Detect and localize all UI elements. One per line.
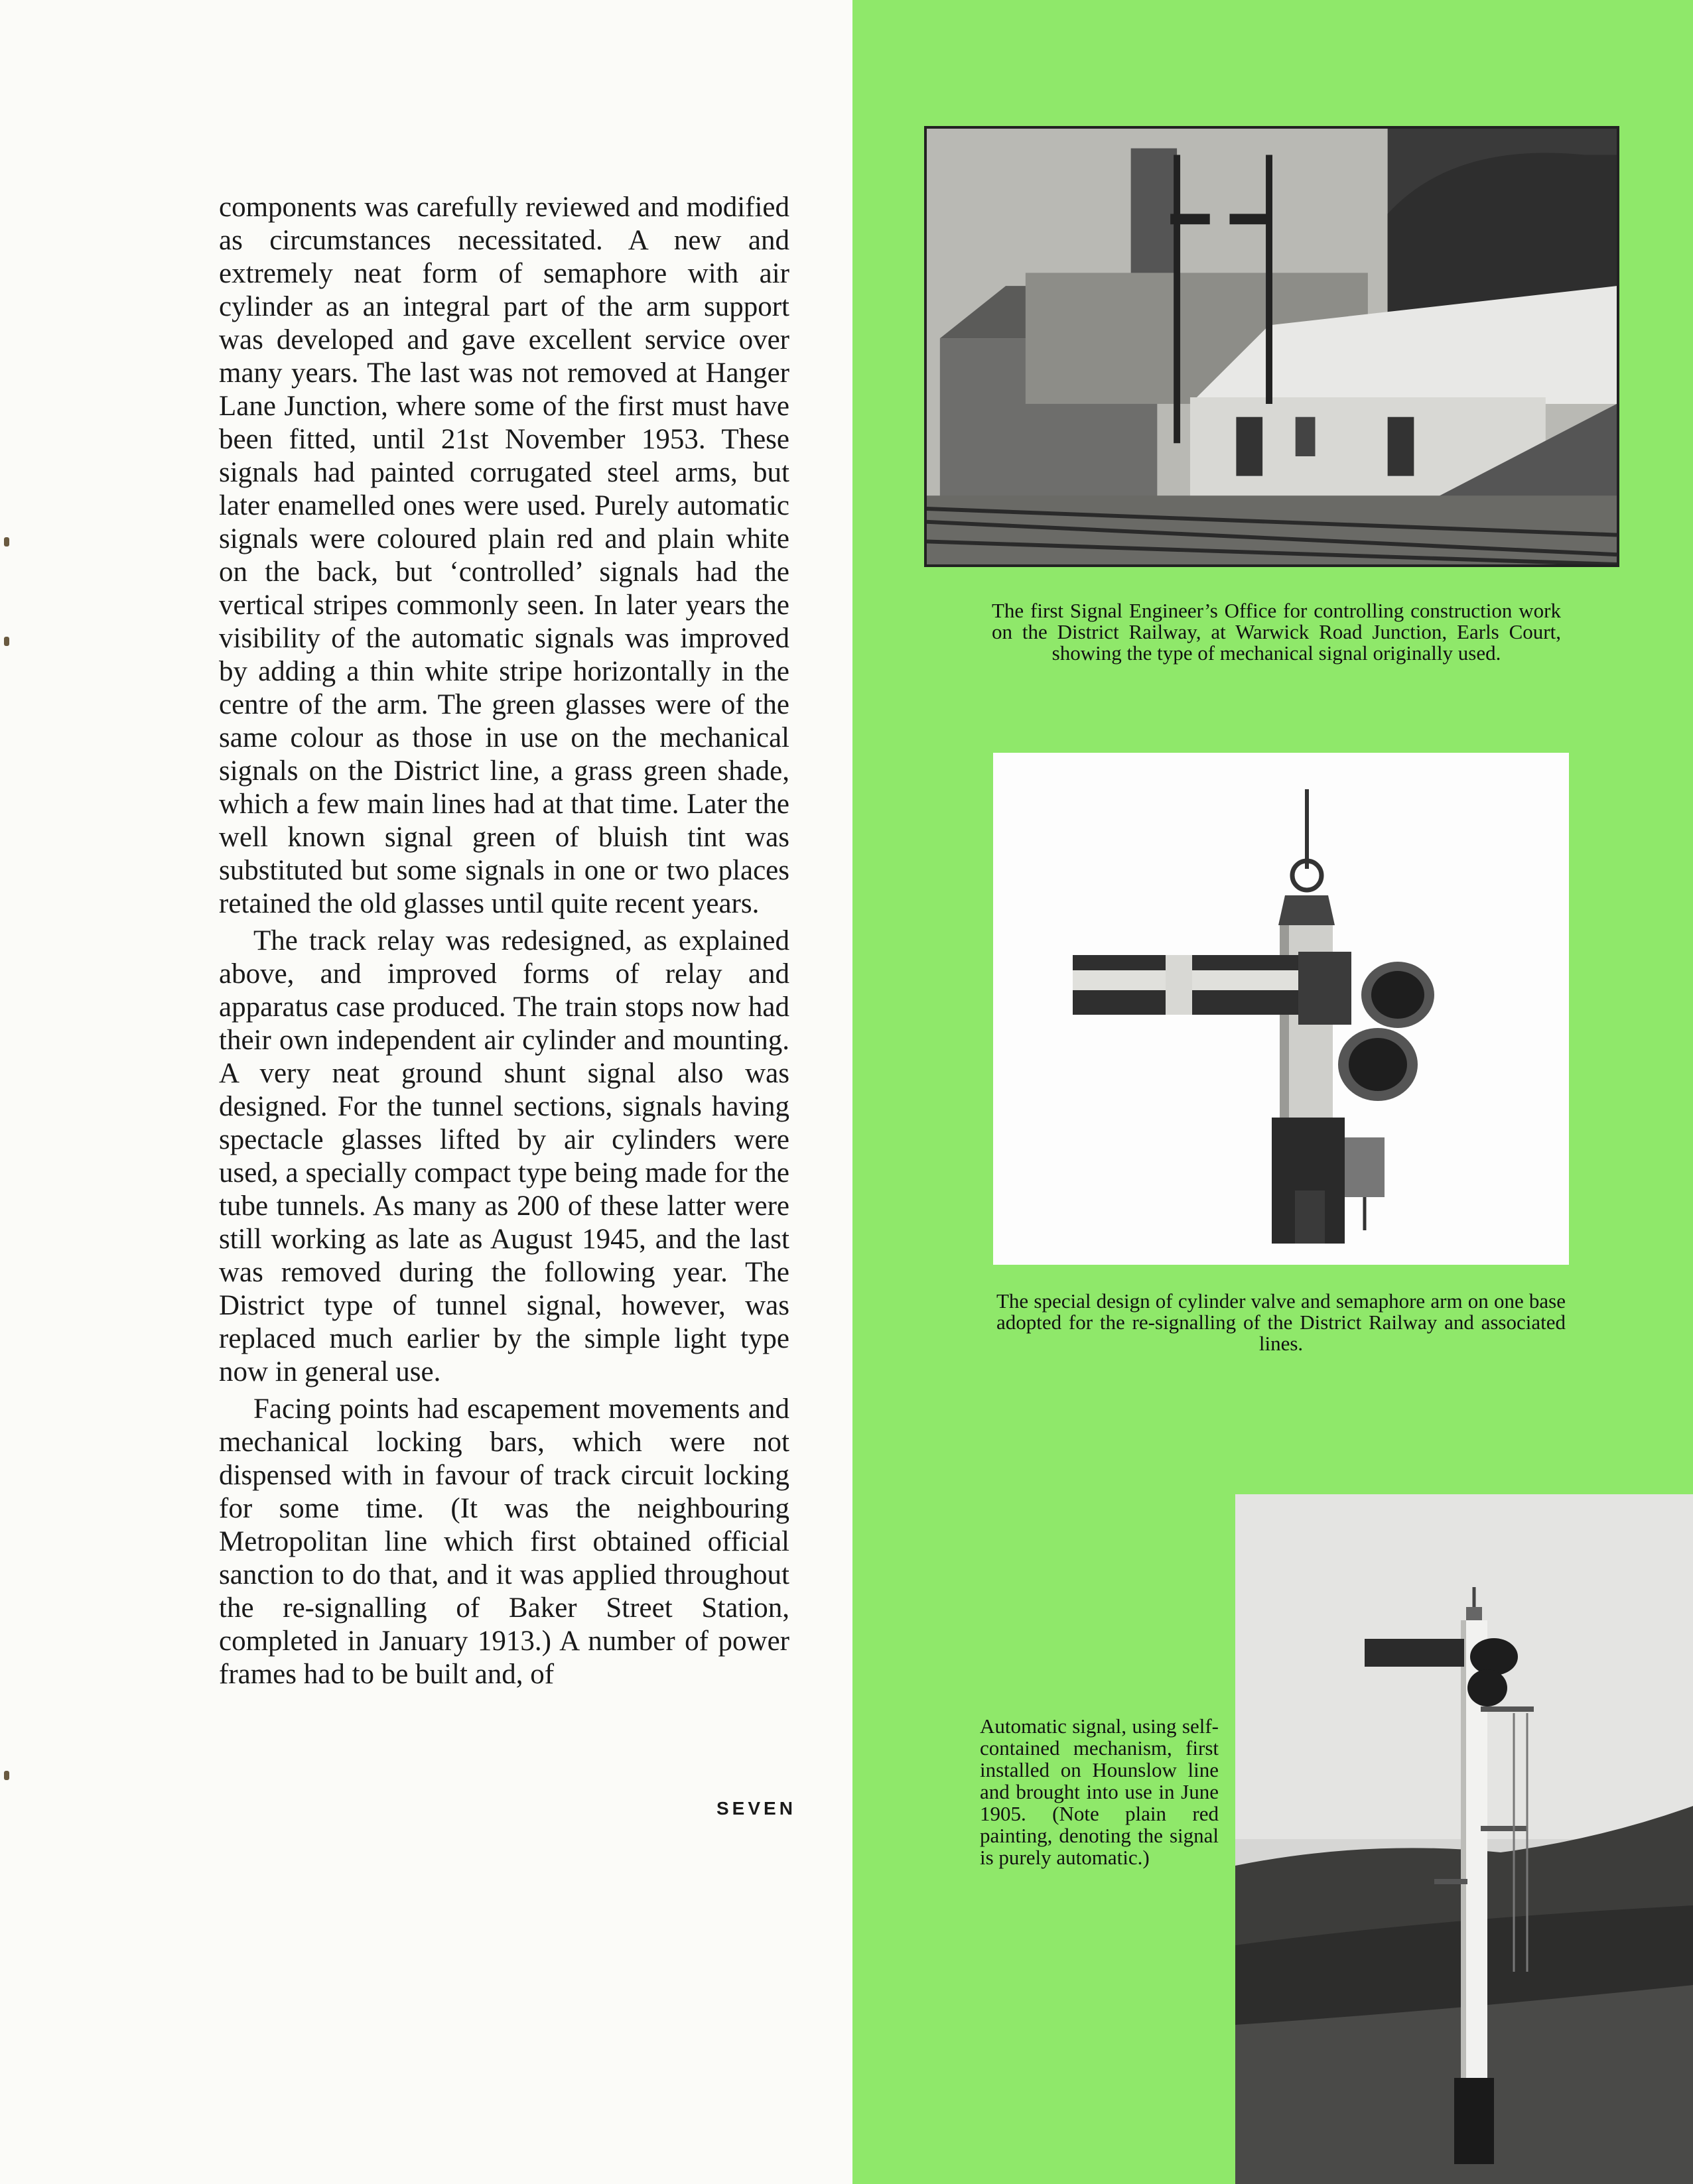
- page-number: SEVEN: [716, 1798, 796, 1819]
- caption-photo-2: The special design of cylinder valve and semaphore arm on one base adopted for the re-signalling of the District Railway and associated lines.: [996, 1289, 1566, 1355]
- binding-mark: [4, 1771, 9, 1780]
- photo-semaphore-unit: [993, 753, 1569, 1265]
- photo-signal-office: [924, 126, 1619, 567]
- paragraph-2: The track relay was redesigned, as explained above, and improved forms of relay and apparatus case produced. The train stops now had their own independent air cylinder and mounting. A very neat ground shunt signal also was designed. For the tunnel sections, signals having spectacle glasses lifted by air cylinders were used, a specially compact type being made for the tube tunnels. As many as 200 of these latter were still working as late as August 1945, and the last was removed during the following year. The District type of tunnel signal, however, was replaced much earlier by the simple light type now in general use.: [219, 925, 789, 1387]
- binding-mark: [4, 637, 9, 646]
- binding-mark: [4, 537, 9, 546]
- paragraph-3: Facing points had escapement movements and mechanical locking bars, which were not dispensed with in favour of track circuit locking for some time. (It was the neighbouring Metropolitan line which first obtained official sanction to do that, and it was applied throughout the re-signalling of Baker Street Station, completed in January 1913.) A number of power frames had to be built and, of: [219, 1393, 789, 1690]
- body-text: [219, 191, 789, 1691]
- caption-photo-3: Automatic signal, using self-contained mechanism, first installed on Hounslow line and brought into use in June 1905. (Note plain red painting, denoting the signal is purely automatic.): [980, 1714, 1219, 1869]
- caption-photo-1: The first Signal Engineer’s Office for controlling construction work on the District Railway, at Warwick Road Junction, Earls Court, showing the type of mechanical signal originally used.: [992, 599, 1561, 665]
- photo-automatic-signal: [1235, 1494, 1693, 2184]
- paragraph-1: components was carefully reviewed and modified as circumstances necessitated. A new and extremely neat form of semaphore with air cylinder as an integral part of the arm support was developed and gave excellent service over many years. The last was not removed at Hanger Lane Junction, where some of the first must have been fitted, until 21st November 1953. These signals had painted corrugated steel arms, but later enamelled ones were used. Purely automatic signals were coloured plain red and plain white on the back, but ‘controlled’ signals had the vertical stripes commonly seen. In later years the visibility of the automatic signals was improved by adding a thin white stripe horizontally in the centre of the arm. The green glasses were of the same colour as those in use on the mechanical signals on the District line, a grass green shade, which a few main lines had at that time. Later the well known signal green of bluish tint was substituted but some signals in one or two places retained the old glasses until quite recent years.: [219, 192, 789, 919]
